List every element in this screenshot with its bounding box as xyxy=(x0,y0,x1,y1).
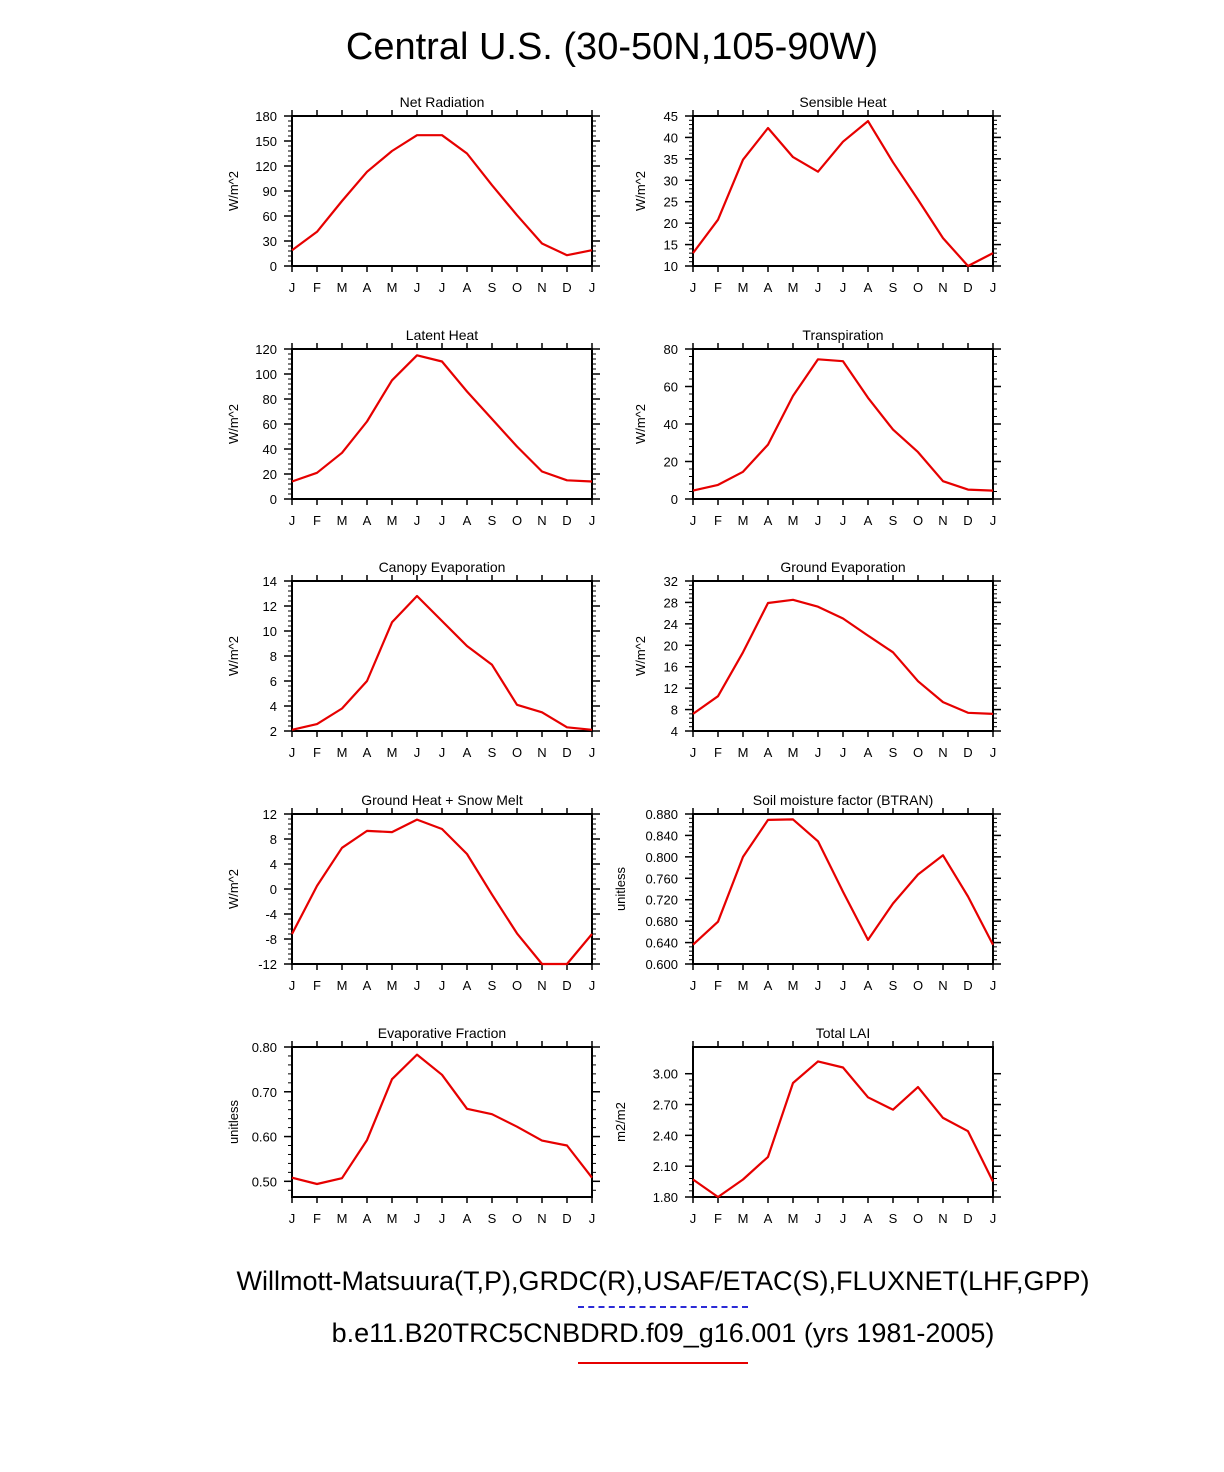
x-tick-label: J xyxy=(839,513,847,528)
x-tick-label: N xyxy=(537,513,547,528)
y-tick-label: 8 xyxy=(670,702,678,718)
x-tick-label: M xyxy=(386,745,398,760)
panel-title: Ground Evaporation xyxy=(780,559,906,575)
x-tick-label: D xyxy=(963,978,973,993)
x-tick-label: J xyxy=(288,280,296,295)
y-tick-label: 45 xyxy=(663,109,678,124)
x-tick-label: O xyxy=(511,280,523,295)
y-tick-label: 1.80 xyxy=(652,1190,678,1205)
panel-soil-moisture-factor-btran xyxy=(613,792,1001,993)
y-tick-label: 0 xyxy=(269,492,277,507)
y-tick-label: 4 xyxy=(269,857,277,872)
y-tick-label: 2 xyxy=(269,724,277,739)
x-tick-label: J xyxy=(689,513,697,528)
x-tick-label: M xyxy=(336,745,348,760)
series-line xyxy=(693,1061,993,1197)
y-tick-label: 3.00 xyxy=(652,1066,678,1082)
x-tick-label: A xyxy=(362,978,372,993)
x-tick-label: N xyxy=(938,745,948,760)
x-tick-label: J xyxy=(839,1211,847,1226)
plot-frame xyxy=(292,814,592,964)
x-tick-label: M xyxy=(787,745,799,760)
series-line xyxy=(292,135,592,255)
y-tick-label: 20 xyxy=(663,638,678,654)
y-tick-label: 30 xyxy=(262,234,277,249)
panel-title: Soil moisture factor (BTRAN) xyxy=(752,792,934,808)
x-tick-label: J xyxy=(413,513,421,528)
plot-frame xyxy=(292,349,592,499)
y-tick-label: 120 xyxy=(255,342,277,357)
x-tick-label: J xyxy=(413,745,421,760)
x-tick-label: F xyxy=(313,978,321,993)
x-tick-label: A xyxy=(362,745,372,760)
x-tick-label: M xyxy=(336,1211,348,1226)
y-tick-label: 80 xyxy=(262,392,277,407)
y-tick-label: 14 xyxy=(262,574,277,589)
x-tick-label: J xyxy=(989,745,997,760)
x-tick-label: F xyxy=(714,978,722,993)
x-tick-label: J xyxy=(839,978,847,993)
y-tick-label: 0.880 xyxy=(645,807,678,822)
y-axis-label: W/m^2 xyxy=(633,635,648,677)
plot-frame xyxy=(292,581,592,731)
x-tick-label: D xyxy=(562,1211,572,1226)
x-tick-label: M xyxy=(737,1211,749,1226)
model-case-caption: b.e11.B20TRC5CNBDRD.f09_g16.001 (yrs 1981-2005) xyxy=(331,1318,995,1348)
series-line xyxy=(693,121,993,266)
x-tick-label: A xyxy=(362,1211,372,1226)
x-tick-label: J xyxy=(814,280,822,295)
x-tick-label: A xyxy=(763,1211,773,1226)
legend-model-line xyxy=(578,1362,748,1364)
plot-frame xyxy=(693,1047,993,1197)
x-tick-label: M xyxy=(737,745,749,760)
x-tick-label: S xyxy=(888,513,898,528)
x-tick-label: F xyxy=(313,280,321,295)
y-tick-label: 10 xyxy=(262,624,277,639)
x-tick-label: A xyxy=(763,745,773,760)
y-tick-label: 0.640 xyxy=(645,935,678,951)
panel-title: Sensible Heat xyxy=(799,94,887,110)
y-tick-label: 10 xyxy=(663,259,678,274)
y-tick-label: 90 xyxy=(262,184,277,199)
x-tick-label: M xyxy=(787,1211,799,1226)
panel-total-lai xyxy=(613,1025,1001,1226)
x-tick-label: J xyxy=(689,745,697,760)
x-tick-label: J xyxy=(438,1211,446,1226)
x-tick-label: A xyxy=(462,280,472,295)
y-axis-label: W/m^2 xyxy=(226,635,241,677)
y-tick-label: 4 xyxy=(269,699,277,714)
y-axis-label: W/m^2 xyxy=(633,170,648,212)
y-tick-label: 2.40 xyxy=(652,1128,678,1144)
y-tick-label: 0 xyxy=(670,492,678,507)
y-tick-label: 8 xyxy=(269,832,277,847)
y-tick-label: 20 xyxy=(663,454,678,470)
x-tick-label: J xyxy=(288,978,296,993)
x-tick-label: J xyxy=(288,513,296,528)
y-tick-label: 100 xyxy=(255,367,277,382)
x-tick-label: J xyxy=(438,513,446,528)
x-tick-label: S xyxy=(487,978,497,993)
x-tick-label: A xyxy=(863,978,873,993)
panel-title: Ground Heat + Snow Melt xyxy=(361,792,523,808)
plot-frame xyxy=(693,349,993,499)
x-tick-label: S xyxy=(487,513,497,528)
x-tick-label: A xyxy=(863,280,873,295)
x-tick-label: A xyxy=(763,513,773,528)
x-tick-label: D xyxy=(963,1211,973,1226)
y-axis-label: W/m^2 xyxy=(633,403,648,445)
y-tick-label: 2.10 xyxy=(652,1159,678,1175)
x-tick-label: M xyxy=(386,280,398,295)
y-tick-label: 180 xyxy=(255,109,277,124)
x-tick-label: J xyxy=(588,978,596,993)
x-tick-label: O xyxy=(511,513,523,528)
x-tick-label: J xyxy=(413,1211,421,1226)
y-tick-label: 0 xyxy=(269,882,277,897)
y-tick-label: 60 xyxy=(262,209,277,224)
x-tick-label: D xyxy=(562,978,572,993)
y-tick-label: 0.800 xyxy=(645,849,678,865)
y-tick-label: 0.680 xyxy=(645,914,678,930)
panel-title: Transpiration xyxy=(802,327,884,343)
y-tick-label: -8 xyxy=(265,932,277,947)
x-tick-label: J xyxy=(989,280,997,295)
x-tick-label: J xyxy=(588,513,596,528)
y-axis-label: W/m^2 xyxy=(226,170,241,212)
x-tick-label: J xyxy=(989,513,997,528)
y-tick-label: 40 xyxy=(663,130,678,146)
x-tick-label: A xyxy=(763,280,773,295)
x-tick-label: D xyxy=(562,280,572,295)
panel-evaporative-fraction xyxy=(226,1025,600,1226)
x-tick-label: A xyxy=(763,978,773,993)
x-tick-label: J xyxy=(814,745,822,760)
x-tick-label: J xyxy=(989,1211,997,1226)
x-tick-label: D xyxy=(562,513,572,528)
x-tick-label: M xyxy=(737,978,749,993)
x-tick-label: O xyxy=(912,978,924,993)
y-tick-label: 20 xyxy=(262,467,277,482)
panel-sensible-heat xyxy=(633,94,1001,295)
y-tick-label: 32 xyxy=(663,574,678,589)
x-tick-label: M xyxy=(787,513,799,528)
x-tick-label: S xyxy=(888,745,898,760)
x-tick-label: F xyxy=(313,1211,321,1226)
x-tick-label: S xyxy=(888,280,898,295)
y-tick-label: 80 xyxy=(663,342,678,357)
x-tick-label: J xyxy=(689,280,697,295)
panel-title: Total LAI xyxy=(815,1025,871,1041)
x-tick-label: J xyxy=(413,978,421,993)
main-title: Central U.S. (30-50N,105-90W) xyxy=(345,26,879,68)
y-tick-label: 6 xyxy=(269,674,277,689)
y-tick-label: 16 xyxy=(663,659,678,675)
x-tick-label: O xyxy=(912,280,924,295)
panel-latent-heat xyxy=(226,327,600,528)
x-tick-label: J xyxy=(588,280,596,295)
plot-frame xyxy=(292,116,592,266)
x-tick-label: J xyxy=(989,978,997,993)
y-tick-label: 0.760 xyxy=(645,871,678,887)
y-tick-label: 0.80 xyxy=(251,1040,277,1055)
x-tick-label: F xyxy=(714,745,722,760)
y-tick-label: 40 xyxy=(663,417,678,432)
x-tick-label: M xyxy=(737,513,749,528)
x-tick-label: A xyxy=(863,745,873,760)
panel-ground-heat-snow-melt xyxy=(226,792,600,993)
x-tick-label: M xyxy=(336,513,348,528)
x-tick-label: O xyxy=(912,513,924,528)
panel-net-radiation xyxy=(226,94,600,295)
y-tick-label: 0.60 xyxy=(251,1129,277,1145)
panel-transpiration xyxy=(633,327,1001,528)
x-tick-label: D xyxy=(963,513,973,528)
x-tick-label: N xyxy=(938,978,948,993)
series-line xyxy=(292,820,592,964)
x-tick-label: M xyxy=(336,280,348,295)
panel-title: Canopy Evaporation xyxy=(378,559,506,575)
x-tick-label: A xyxy=(362,280,372,295)
y-tick-label: 0.50 xyxy=(251,1174,277,1190)
y-tick-label: 0 xyxy=(269,259,277,274)
x-tick-label: N xyxy=(938,280,948,295)
x-tick-label: J xyxy=(814,513,822,528)
x-tick-label: D xyxy=(963,280,973,295)
x-tick-label: A xyxy=(362,513,372,528)
x-tick-label: J xyxy=(689,978,697,993)
x-tick-label: J xyxy=(588,1211,596,1226)
y-tick-label: 25 xyxy=(663,194,678,210)
y-tick-label: 0.600 xyxy=(645,957,678,972)
y-tick-label: 0.840 xyxy=(645,828,678,844)
y-axis-label: m2/m2 xyxy=(613,1102,628,1142)
x-tick-label: J xyxy=(438,280,446,295)
x-tick-label: O xyxy=(511,745,523,760)
x-tick-label: M xyxy=(787,978,799,993)
y-tick-label: 12 xyxy=(663,681,678,697)
y-tick-label: 2.70 xyxy=(652,1097,678,1113)
x-tick-label: M xyxy=(737,280,749,295)
series-line xyxy=(693,359,993,490)
x-tick-label: F xyxy=(714,280,722,295)
y-axis-label: W/m^2 xyxy=(226,868,241,910)
y-tick-label: -4 xyxy=(265,907,277,922)
x-tick-label: J xyxy=(413,280,421,295)
panel-title: Net Radiation xyxy=(399,94,485,110)
x-tick-label: F xyxy=(714,1211,722,1226)
x-tick-label: N xyxy=(938,513,948,528)
x-tick-label: S xyxy=(487,745,497,760)
x-tick-label: A xyxy=(462,978,472,993)
y-tick-label: 0.720 xyxy=(645,892,678,908)
panel-title: Evaporative Fraction xyxy=(377,1025,507,1041)
x-tick-label: J xyxy=(438,745,446,760)
plot-frame xyxy=(292,1047,592,1197)
series-line xyxy=(292,355,592,481)
x-tick-label: A xyxy=(863,1211,873,1226)
x-tick-label: A xyxy=(863,513,873,528)
y-tick-label: 120 xyxy=(255,159,277,174)
x-tick-label: N xyxy=(537,280,547,295)
y-tick-label: -12 xyxy=(258,957,277,972)
x-tick-label: F xyxy=(313,513,321,528)
x-tick-label: S xyxy=(487,1211,497,1226)
legend-observations-line xyxy=(578,1306,748,1308)
plot-frame xyxy=(693,814,993,964)
y-tick-label: 12 xyxy=(262,599,277,614)
y-tick-label: 28 xyxy=(663,595,678,611)
y-tick-label: 15 xyxy=(663,237,678,253)
x-tick-label: J xyxy=(689,1211,697,1226)
x-tick-label: M xyxy=(386,513,398,528)
x-tick-label: N xyxy=(537,978,547,993)
observation-sources-caption: Willmott-Matsuura(T,P),GRDC(R),USAF/ETAC(S),FLUXNET(LHF,GPP) xyxy=(236,1266,1090,1296)
x-tick-label: S xyxy=(888,978,898,993)
x-tick-label: J xyxy=(288,1211,296,1226)
x-tick-label: J xyxy=(839,745,847,760)
x-tick-label: S xyxy=(487,280,497,295)
y-tick-label: 8 xyxy=(269,649,277,664)
x-tick-label: J xyxy=(288,745,296,760)
y-tick-label: 20 xyxy=(663,216,678,232)
series-line xyxy=(693,819,993,944)
x-tick-label: J xyxy=(839,280,847,295)
x-tick-label: N xyxy=(537,1211,547,1226)
x-tick-label: O xyxy=(511,1211,523,1226)
x-tick-label: F xyxy=(313,745,321,760)
x-tick-label: F xyxy=(714,513,722,528)
x-tick-label: J xyxy=(438,978,446,993)
series-line xyxy=(693,600,993,714)
y-tick-label: 60 xyxy=(663,379,678,395)
x-tick-label: O xyxy=(511,978,523,993)
y-tick-label: 12 xyxy=(262,807,277,822)
x-tick-label: O xyxy=(912,1211,924,1226)
y-tick-label: 40 xyxy=(262,442,277,457)
y-tick-label: 4 xyxy=(670,724,678,739)
y-axis-label: unitless xyxy=(226,1099,241,1145)
series-line xyxy=(292,1055,592,1184)
y-axis-label: W/m^2 xyxy=(226,403,241,445)
y-tick-label: 35 xyxy=(663,151,678,167)
x-tick-label: M xyxy=(336,978,348,993)
x-tick-label: J xyxy=(814,1211,822,1226)
x-tick-label: O xyxy=(912,745,924,760)
x-tick-label: D xyxy=(963,745,973,760)
x-tick-label: M xyxy=(386,1211,398,1226)
x-tick-label: S xyxy=(888,1211,898,1226)
y-tick-label: 0.70 xyxy=(251,1084,277,1100)
x-tick-label: N xyxy=(537,745,547,760)
x-tick-label: J xyxy=(814,978,822,993)
plot-frame xyxy=(693,581,993,731)
x-tick-label: A xyxy=(462,513,472,528)
y-axis-label: unitless xyxy=(613,866,628,912)
y-tick-label: 60 xyxy=(262,417,277,432)
x-tick-label: M xyxy=(787,280,799,295)
x-tick-label: D xyxy=(562,745,572,760)
series-line xyxy=(292,596,592,730)
x-tick-label: N xyxy=(938,1211,948,1226)
panel-ground-evaporation xyxy=(633,559,1001,760)
x-tick-label: A xyxy=(462,745,472,760)
panel-title: Latent Heat xyxy=(405,327,479,343)
x-tick-label: M xyxy=(386,978,398,993)
panel-canopy-evaporation xyxy=(226,559,600,760)
y-tick-label: 150 xyxy=(255,134,277,149)
y-tick-label: 30 xyxy=(663,173,678,189)
x-tick-label: J xyxy=(588,745,596,760)
x-tick-label: A xyxy=(462,1211,472,1226)
y-tick-label: 24 xyxy=(663,616,678,632)
